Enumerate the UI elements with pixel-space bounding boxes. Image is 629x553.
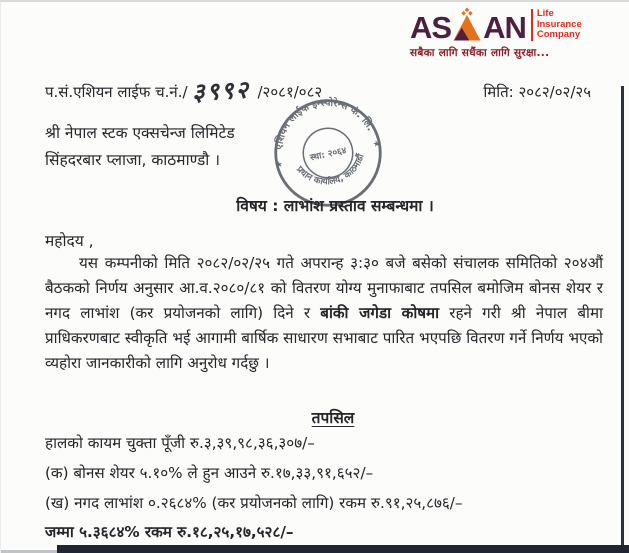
ref-suffix: /२०८१/०८२ [257,83,323,101]
body-part2: रहने गरी श्री नेपाल बीमा प्राधिकरणबाट स्वीकृति भई आगामी बार्षिक साधारण सभाबाट पारित भएपछि वितरण गर्ने निर्णय भएको व्यहोरा जानकारीको लागि अनुरोध गर्दछु । [45,304,603,372]
recipient-line2: सिंहदरबार प्लाजा, काठमाण्डौ । [45,151,221,169]
logo-text-right: AN [483,10,526,45]
logo-subtitle [531,9,582,41]
stamp-ring-top-text: एशियन लाईफ इन्स्योरेन्स कं. लि. [274,97,376,151]
stamp-ring-bottom-text: प्रधान कार्यालय, काठमाडौं [294,152,367,188]
body-part1: यस कम्पनीको मिति २०८२/०२/२५ गते अपरान्ह ३:३० बजे बसेको संचालक समितिको २०४औं बैठकको निर्णय अनुसार आ.व.२०८०/८१ को वितरण योग्य मुनाफाबाट तपसिल बमोजिम बोनस शेयर र नगद लाभांश (कर प्रयोजनको लागि) दिने र [45,254,603,322]
salutation: महोदय , [45,232,94,250]
scan-right-edge-artifact [621,86,624,553]
tapasil-item-bonus-share: (क) बोनस शेयर ५.१०% ले हुन आउने रु.१७,३३,९१,६५२/– [45,464,374,482]
ref-prefix: प.सं.एशियन लाईफ च.नं./ [45,83,188,101]
letter-date: मिति: २०८२/०२/२५ [483,83,591,101]
ref-number-handwritten: ३९९२ [190,74,251,107]
logo-text-left: AS [410,10,452,45]
recipient-line1: श्री नेपाल स्टक एक्सचेन्ज लिमिटेड [45,124,235,142]
stamp-star-right-icon: ★ [371,138,382,151]
tapasil-item-cash-dividend: (ख) नगद लाभांश ०.२६८४% (कर प्रयोजनको लागि) रकम रु.९१,२५,८७६/– [45,494,463,512]
stamp-center-text: स्था: २०६४ [309,146,348,164]
tapasil-capital-line: हालको कायम चुक्ता पूँजी रु.३,३९,९८,३६,३०७/– [45,434,315,452]
logo-subtitle-line2: Insurance [536,18,582,30]
company-logo [410,5,615,60]
logo-tagline: सबैका लागि सधैंका लागि सुरक्षा... [410,47,550,59]
reference-line [45,72,322,105]
logo-wordmark [410,5,615,43]
logo-triangle-icon [452,5,482,43]
body-bold-phrase: बांकी जगेडा कोषमा [320,304,440,322]
recipient-address [45,120,235,174]
tapasil-total-line: जम्मा ५.३६८४% रकम रु.१८,२५,१७,५२८/– [45,523,294,541]
body-paragraph [45,251,603,376]
subject-line: विषय : लाभांश प्रस्ताव सम्बन्धमा । [236,197,434,215]
stamp-star-left-icon: ★ [274,159,284,171]
tapasil-heading: तपसिल [311,409,355,427]
logo-subtitle-line3: Company [536,29,581,41]
scan-bottom-bar-artifact [57,545,629,553]
logo-subtitle-line1: Life [536,8,554,20]
